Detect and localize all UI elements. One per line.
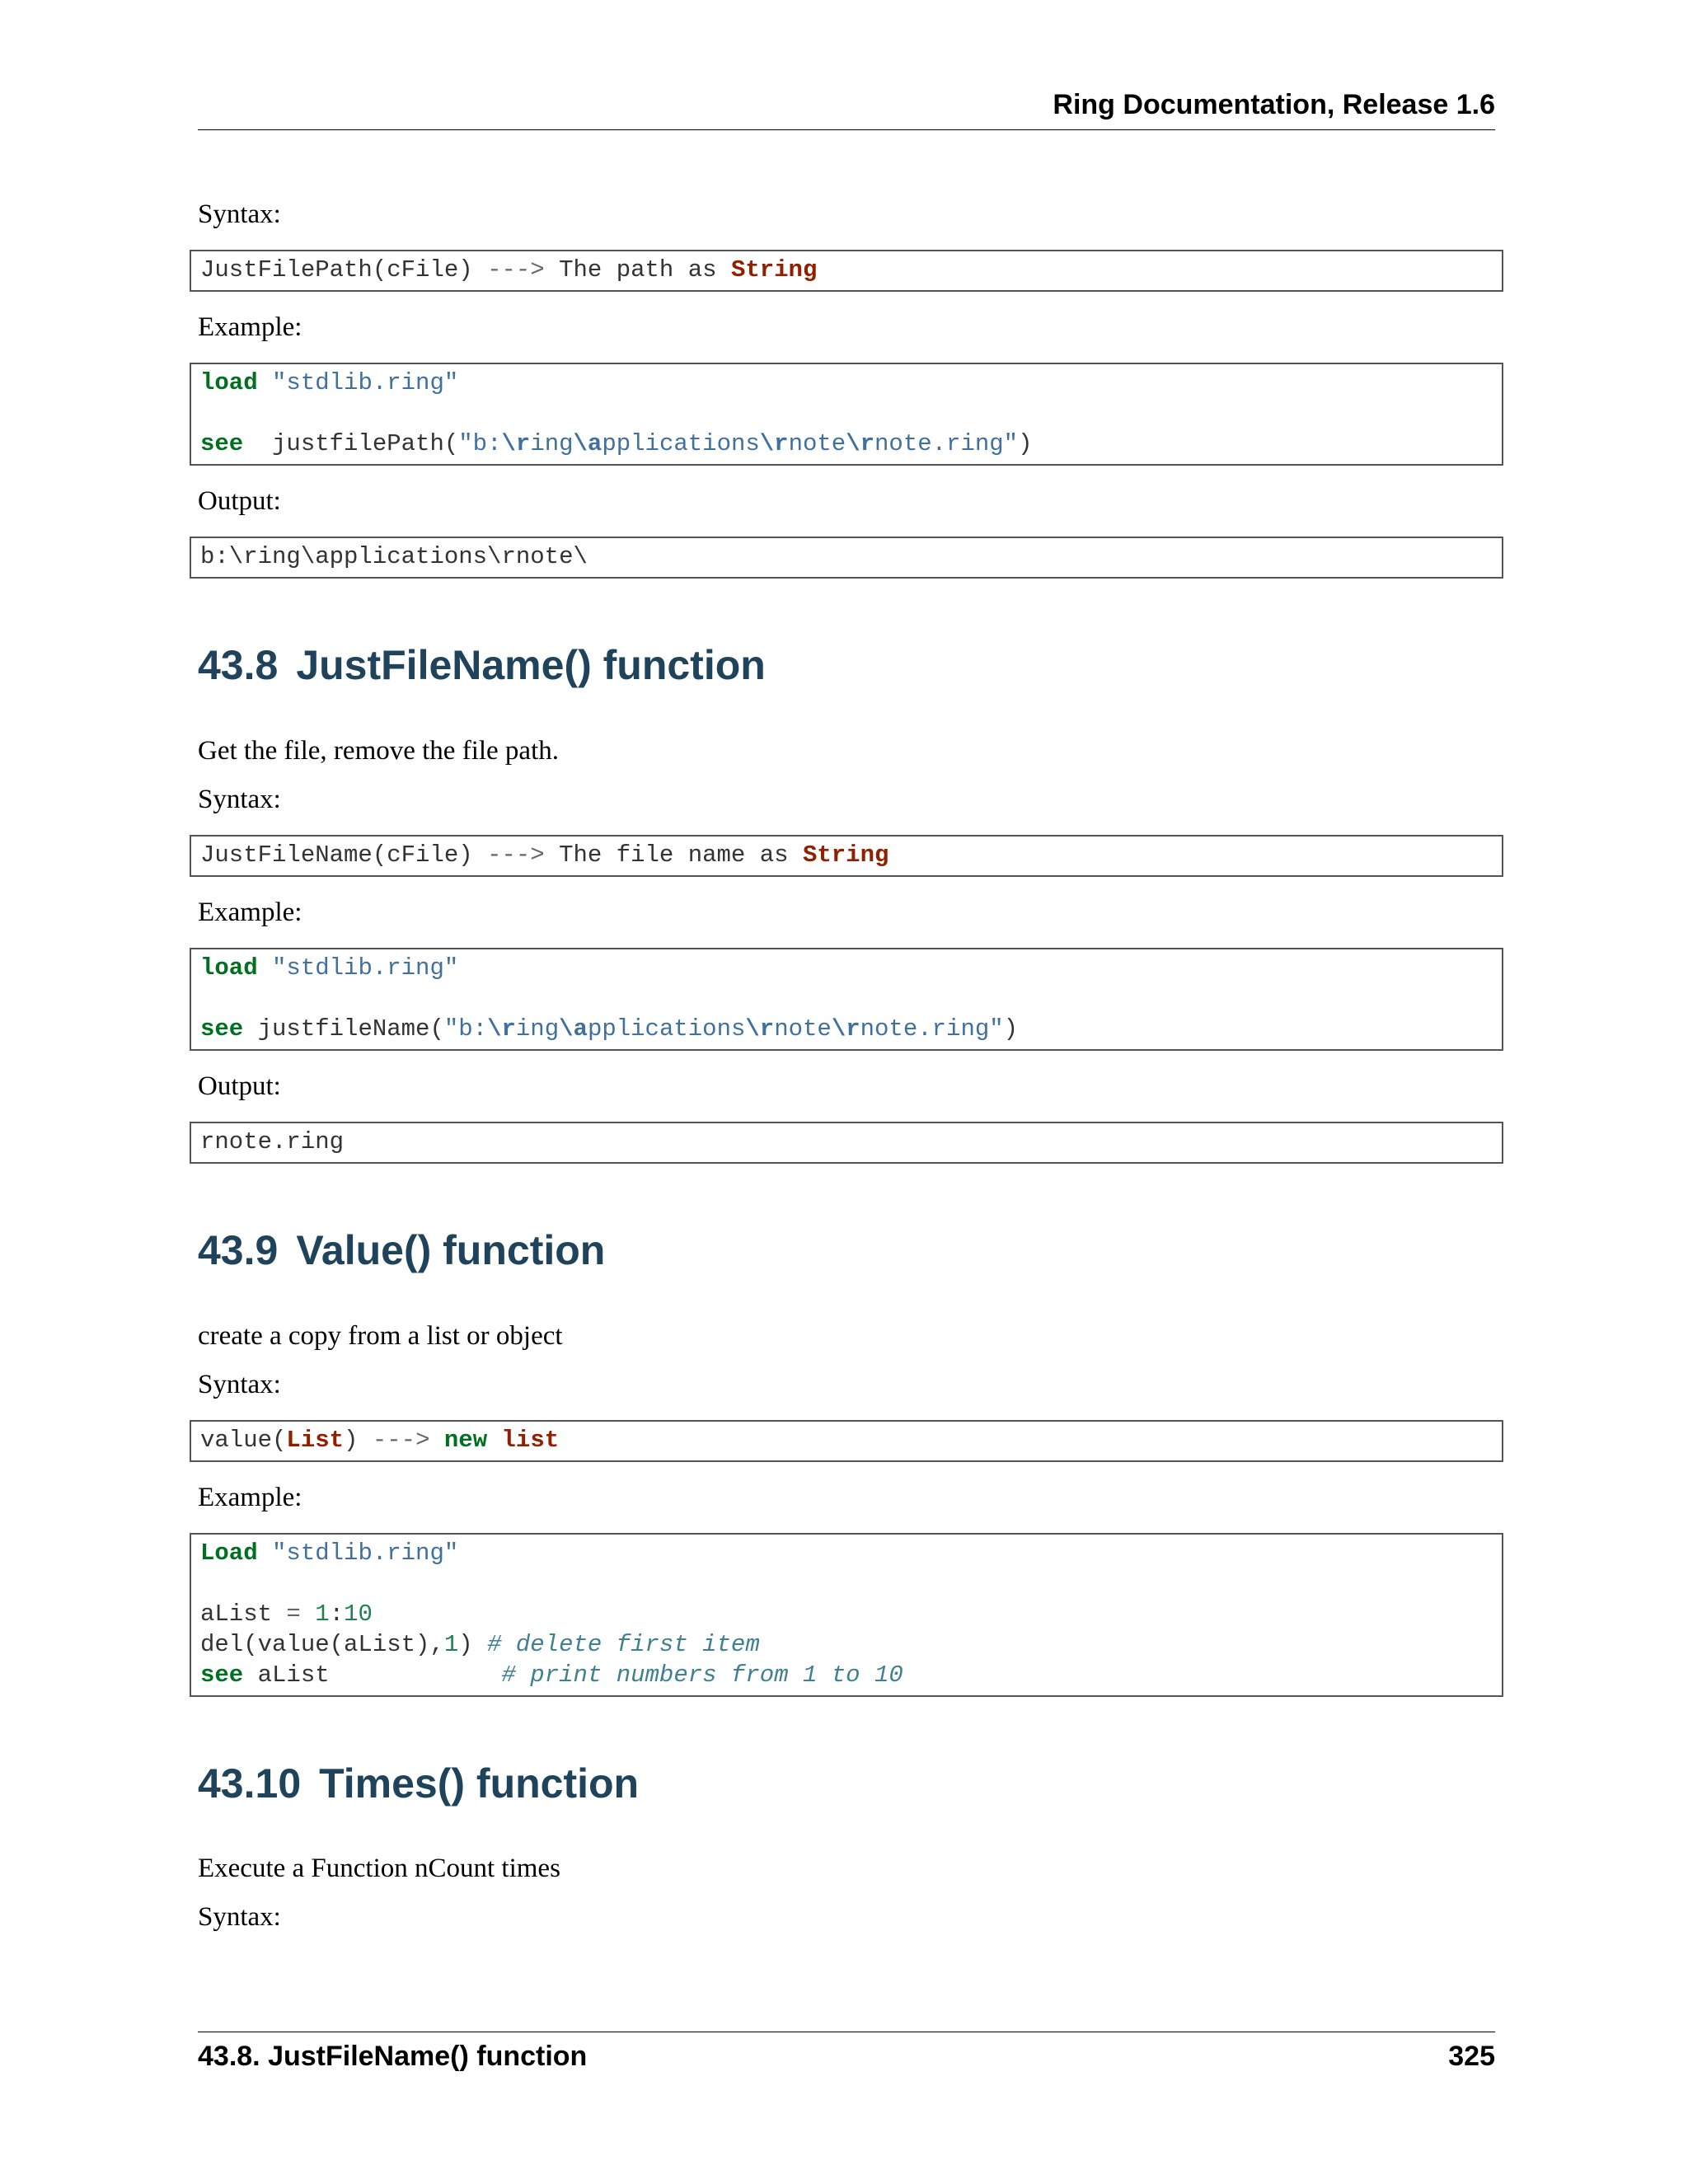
code-escape: \a <box>573 430 603 457</box>
code-number: 1 <box>315 1601 330 1628</box>
code-string: note <box>774 1015 832 1043</box>
section-number: 43.8 <box>198 642 279 688</box>
section-description: Get the file, remove the file path. <box>198 736 559 766</box>
code-text: aList <box>257 1661 330 1689</box>
code-string: ing <box>530 430 574 457</box>
code-keyword: see <box>200 430 244 457</box>
syntax-label: Syntax: <box>198 785 281 814</box>
code-text: ) <box>1018 430 1033 457</box>
code-text: justfileName( <box>257 1015 444 1043</box>
code-string: pplications <box>587 1015 746 1043</box>
example-label: Example: <box>198 312 302 342</box>
code-comment: # print numbers from 1 to 10 <box>501 1661 903 1689</box>
code-operator: = <box>286 1601 301 1628</box>
code-escape: \r <box>759 430 789 457</box>
code-escape: \r <box>831 1015 860 1043</box>
code-text: del(value(aList), <box>200 1631 444 1658</box>
syntax-label: Syntax: <box>198 1902 281 1932</box>
example-label: Example: <box>198 1483 302 1512</box>
section-description: Execute a Function nCount times <box>198 1854 560 1883</box>
code-string: "stdlib.ring" <box>272 954 459 982</box>
code-block-justfilename-output <box>190 1122 1503 1164</box>
code-block-value-example <box>190 1533 1503 1697</box>
code-text: b:\ring\applications\rnote\ <box>200 543 588 570</box>
code-text: ) <box>1003 1015 1019 1043</box>
code-text: : <box>329 1601 345 1628</box>
code-string: pplications <box>602 430 760 457</box>
code-type: String <box>730 256 818 284</box>
code-block-justfilename-example <box>190 948 1503 1051</box>
code-text: The file name as <box>559 841 789 869</box>
code-text: aList <box>200 1601 273 1628</box>
section-title: Times() function <box>319 1760 640 1807</box>
footer-section-title: 43.8. JustFileName() function <box>198 2041 588 2072</box>
output-label: Output: <box>198 486 281 516</box>
code-block-justfilepath-syntax <box>190 250 1503 292</box>
code-string: note.ring" <box>874 430 1019 457</box>
code-number: 10 <box>344 1601 373 1628</box>
running-header: Ring Documentation, Release 1.6 <box>1053 89 1495 120</box>
code-keyword: see <box>200 1015 244 1043</box>
code-operator: ---> <box>372 1427 430 1454</box>
code-text: The path as <box>559 256 717 284</box>
code-text: ) <box>458 1631 473 1658</box>
code-escape: \a <box>559 1015 588 1043</box>
code-block-value-syntax <box>190 1420 1503 1462</box>
code-operator: ---> <box>487 841 545 869</box>
section-heading-justfilename <box>198 641 766 689</box>
code-text: JustFileName(cFile) <box>200 841 473 869</box>
header-rule <box>198 129 1495 130</box>
code-keyword: Load <box>200 1540 258 1567</box>
code-block-justfilepath-output <box>190 537 1503 579</box>
code-escape: \r <box>745 1015 775 1043</box>
code-string: "stdlib.ring" <box>272 369 459 396</box>
syntax-label: Syntax: <box>198 199 281 229</box>
code-block-justfilepath-example <box>190 363 1503 466</box>
section-heading-times <box>198 1760 639 1807</box>
code-escape: \r <box>501 430 531 457</box>
code-number: 1 <box>443 1631 459 1658</box>
code-string: note.ring" <box>860 1015 1004 1043</box>
section-heading-value <box>198 1226 605 1274</box>
code-text: rnote.ring <box>200 1128 345 1155</box>
code-string: ing <box>515 1015 560 1043</box>
example-label: Example: <box>198 898 302 927</box>
code-keyword: see <box>200 1661 244 1689</box>
code-escape: \r <box>846 430 875 457</box>
section-description: create a copy from a list or object <box>198 1321 563 1351</box>
code-string: note <box>788 430 846 457</box>
code-type: String <box>802 841 889 869</box>
section-title: Value() function <box>296 1227 606 1273</box>
code-type: list <box>501 1427 560 1454</box>
code-keyword: load <box>200 369 258 396</box>
page-number: 325 <box>1448 2041 1495 2072</box>
code-comment: # delete first item <box>487 1631 760 1658</box>
section-number: 43.9 <box>198 1227 279 1273</box>
code-escape: \r <box>487 1015 516 1043</box>
code-text: JustFilePath(cFile) <box>200 256 473 284</box>
code-block-justfilename-syntax <box>190 835 1503 877</box>
code-operator: ---> <box>487 256 545 284</box>
code-text: ) <box>344 1427 359 1454</box>
code-text: value( <box>200 1427 287 1454</box>
code-keyword: new <box>443 1427 488 1454</box>
code-type: List <box>286 1427 345 1454</box>
code-keyword: load <box>200 954 258 982</box>
section-title: JustFileName() function <box>296 642 766 688</box>
code-string: "b: <box>443 1015 488 1043</box>
syntax-label: Syntax: <box>198 1370 281 1399</box>
output-label: Output: <box>198 1071 281 1101</box>
code-string: "stdlib.ring" <box>272 1540 459 1567</box>
code-text: justfilePath( <box>272 430 459 457</box>
code-string: "b: <box>458 430 502 457</box>
section-number: 43.10 <box>198 1760 302 1807</box>
